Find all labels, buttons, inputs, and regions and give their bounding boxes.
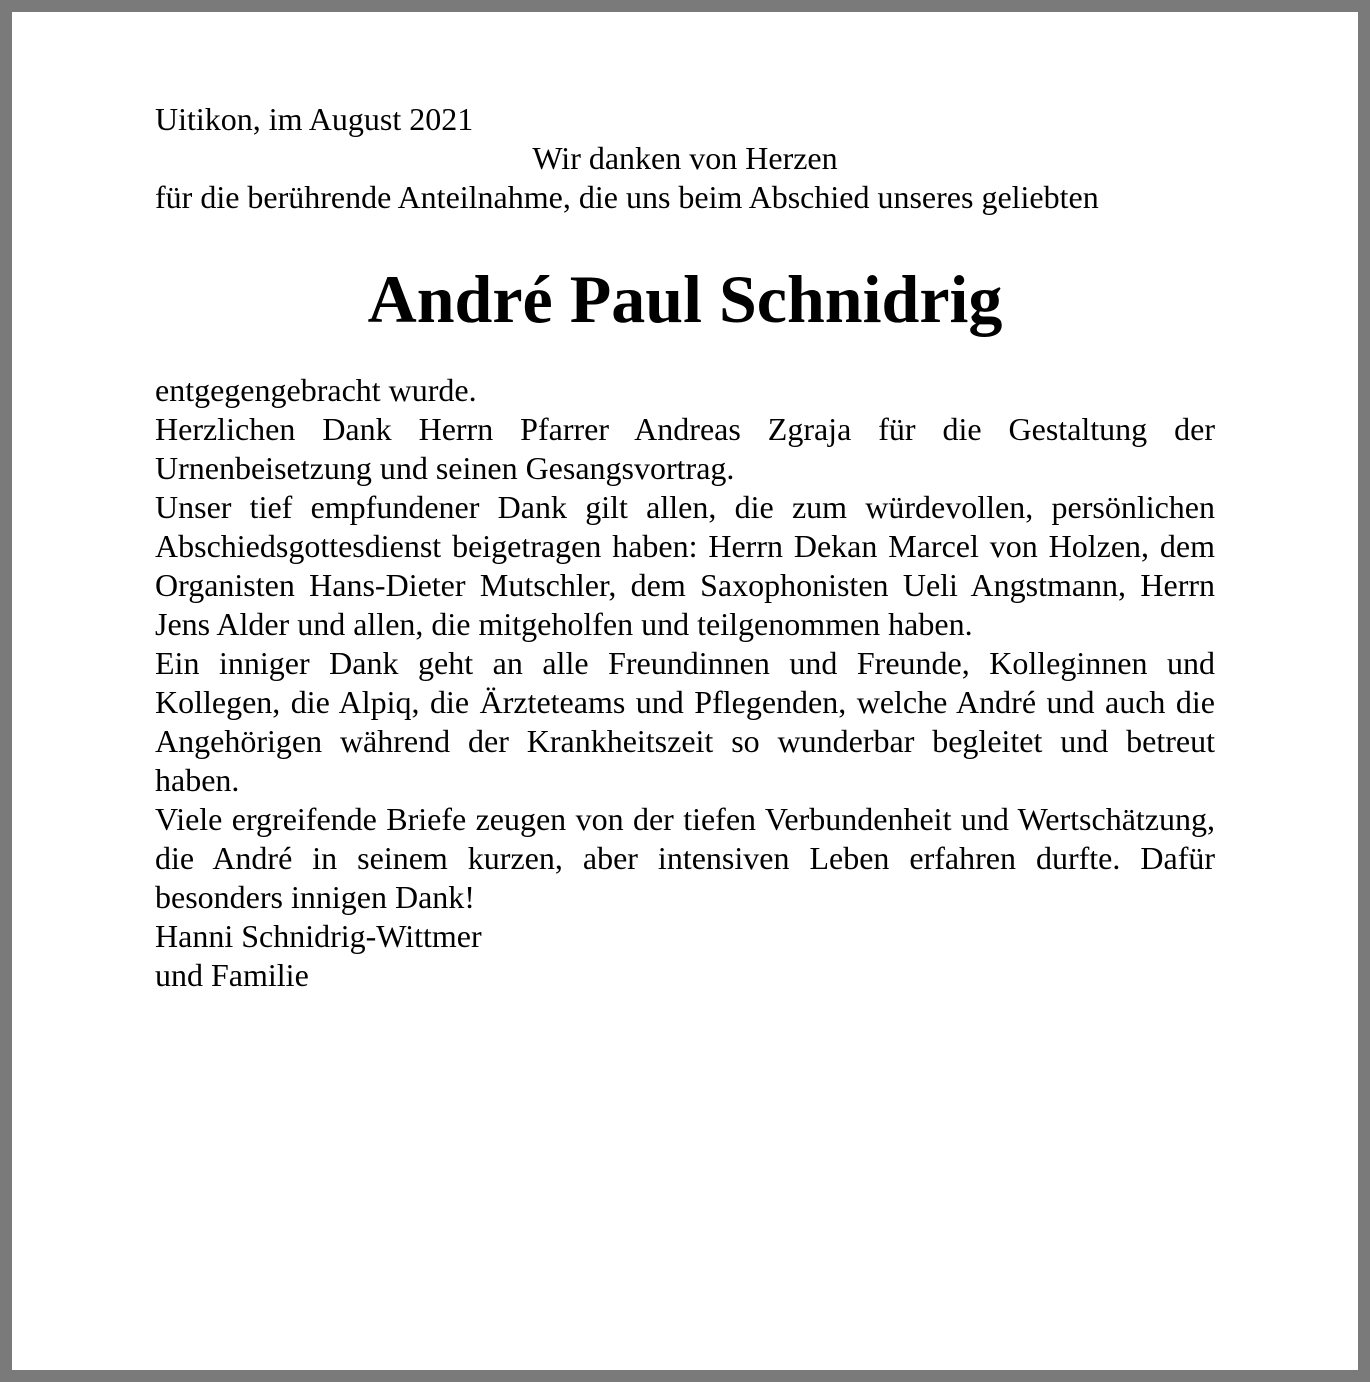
signature-family: und Familie [155, 957, 309, 993]
paragraph-friends-thanks: Ein inniger Dank geht an alle Freundinnen und Freunde, Kolleginnen und Kollegen, die Alpiq, die Ärzteteams und Pflegenden, welche André und auch die Angehörigen während der Krankheitszeit so wunderbar begleitet und betreut haben. [155, 645, 1215, 798]
intro-line: für die berührende Anteilnahme, die uns beim Abschied unseres geliebten [155, 179, 1099, 215]
signature-block [155, 917, 1215, 995]
page-content [12, 12, 1358, 995]
dateline: Uitikon, im August 2021 [155, 101, 474, 137]
deceased-name: André Paul Schnidrig [367, 261, 1003, 337]
paragraph-continuation: entgegengebracht wurde. [155, 372, 477, 408]
signature-name: Hanni Schnidrig-Wittmer [155, 918, 482, 954]
paragraph-pfarrer-thanks: Herzlichen Dank Herrn Pfarrer Andreas Zgraja für die Gestaltung der Urnenbeisetzung und seinen Gesangsvortrag. [155, 411, 1215, 486]
paragraph-letters: Viele ergreifende Briefe zeugen von der tiefen Verbundenheit und Wertschätzung, die André in seinem kurzen, aber intensiven Leben erfahren durfte. Dafür besonders innigen Dank! [155, 801, 1215, 915]
paragraph-service-thanks: Unser tief empfundener Dank gilt allen, die zum würdevollen, persönlichen Abschiedsgottesdienst beigetragen haben: Herrn Dekan Marcel von Holzen, dem Organisten Hans-Dieter Mutschler, dem Saxophonisten Ueli Angstmann, Herrn Jens Alder und allen, die mitgeholfen und teilgenommen haben. [155, 489, 1215, 642]
thanks-heading: Wir danken von Herzen [532, 140, 838, 176]
